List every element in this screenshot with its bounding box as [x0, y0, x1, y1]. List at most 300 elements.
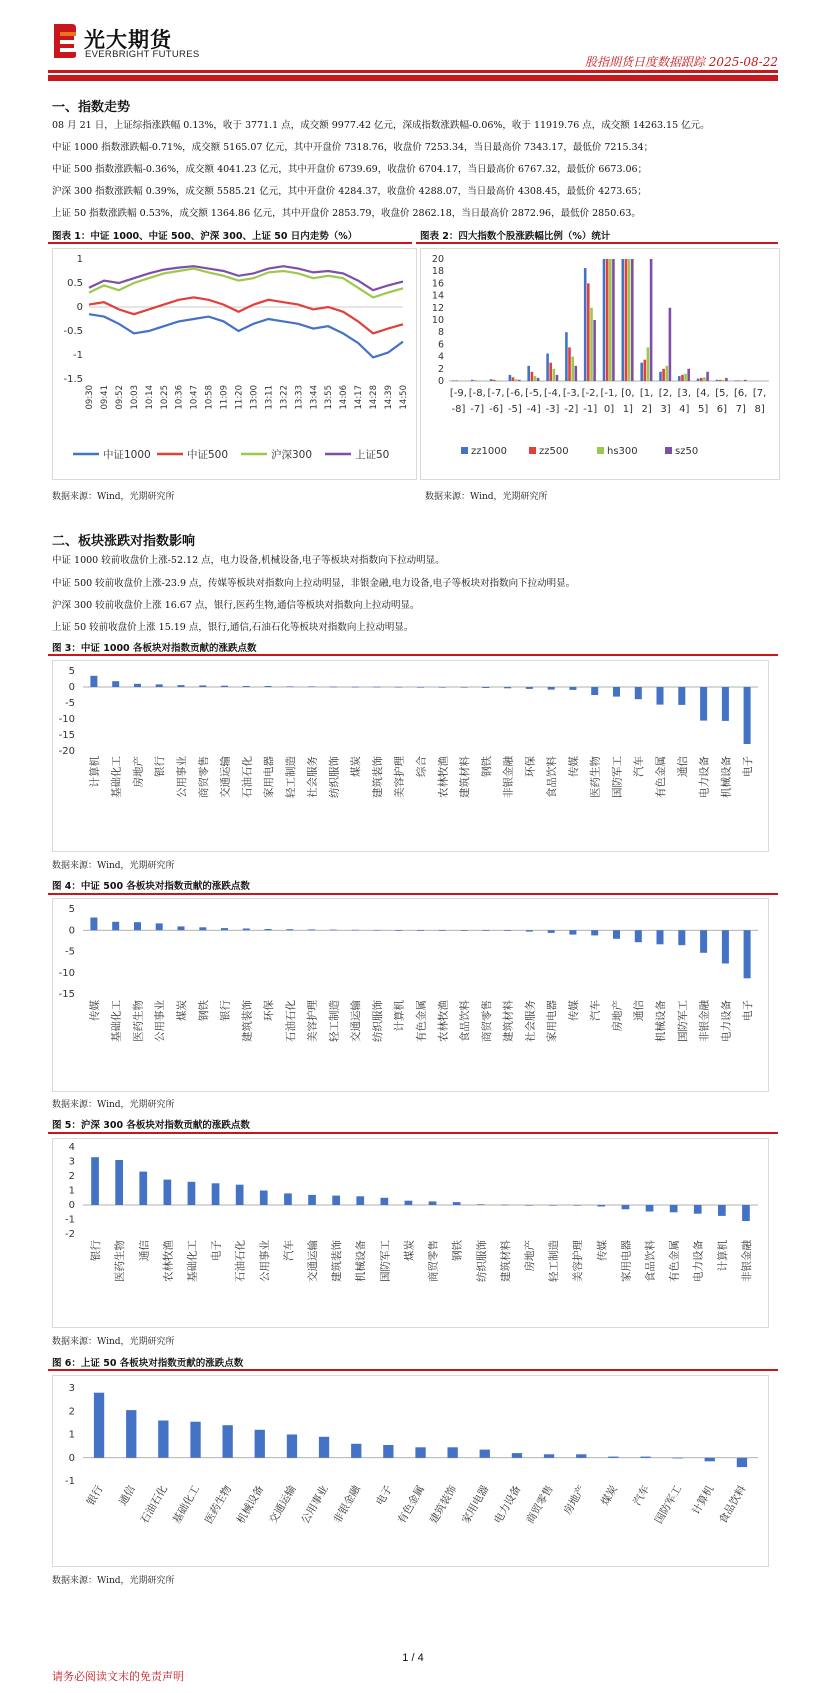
fig2-legend-swatch — [529, 447, 536, 454]
fig2-bar — [678, 376, 681, 381]
fig6-bar — [705, 1458, 715, 1462]
section-1-para-4: 沪深 300 指数涨跌幅 0.39%，成交额 5585.21 亿元，其中开盘价 4284.37，收盘价 4288.07，当日最高价 4308.45，最低价 4273.65； — [52, 186, 647, 197]
fig2-bar — [565, 332, 568, 381]
fig6-y-tick: 0 — [68, 1452, 75, 1464]
fig4-source: 数据来源：Wind，光期研究所 — [52, 1100, 175, 1110]
fig2-bar — [719, 380, 722, 381]
fig4-bar — [134, 922, 141, 930]
fig2-bar — [571, 357, 574, 381]
fig4-y-tick: -15 — [58, 989, 75, 1000]
fig2-x-tick: 5] — [697, 404, 709, 415]
fig4-bar — [221, 928, 228, 930]
fig3-bar — [417, 687, 424, 688]
fig4-x-tick: 美容护理 — [306, 1000, 319, 1042]
fig4-y-tick: 5 — [68, 904, 75, 915]
fig4-bar — [635, 930, 642, 942]
fig1-x-tick: 14:28 — [369, 385, 380, 410]
fig6-y-tick: -1 — [65, 1476, 75, 1487]
fig6-bar — [383, 1445, 393, 1458]
fig3-x-tick: 社会服务 — [306, 756, 319, 798]
fig4-bar-chart — [53, 899, 768, 1091]
fig6-x-tick: 有色金属 — [395, 1483, 428, 1526]
fig2-y-tick: 10 — [431, 315, 444, 326]
fig2-bar — [590, 308, 593, 381]
fig4-x-tick: 石油石化 — [284, 1000, 297, 1042]
fig5-bar — [670, 1205, 678, 1212]
fig2-legend-swatch — [665, 447, 672, 454]
fig2-bar — [452, 380, 455, 381]
fig6-bar — [255, 1430, 265, 1458]
fig2-x-tick: [0, — [621, 388, 635, 399]
fig6-x-tick: 食品饮料 — [717, 1483, 749, 1526]
fig2-bar — [509, 375, 512, 381]
fig2-bar — [549, 363, 552, 381]
fig2-bar — [669, 308, 672, 381]
fig5-x-tick: 通信 — [138, 1240, 151, 1261]
fig5-bar — [453, 1202, 461, 1205]
fig4-x-tick: 食品饮料 — [459, 1000, 472, 1042]
fig6-x-tick: 煤炭 — [599, 1483, 620, 1508]
fig6-bar — [190, 1422, 200, 1458]
fig5-bar — [477, 1204, 485, 1205]
fig3-bar — [221, 686, 228, 687]
fig1-x-tick: 13:55 — [324, 385, 335, 410]
fig5-x-tick: 汽车 — [282, 1240, 295, 1261]
fig1-x-tick: 11:09 — [219, 385, 230, 410]
fig2-y-tick: 4 — [437, 351, 444, 363]
fig5-x-tick: 交通运输 — [307, 1240, 320, 1282]
fig1-chart-box — [52, 248, 417, 480]
fig6-bar — [544, 1454, 554, 1458]
fig1-source: 数据来源：Wind，光期研究所 — [52, 492, 175, 502]
fig6-x-tick: 交通运输 — [267, 1483, 299, 1526]
fig6-x-tick: 电力设备 — [492, 1483, 524, 1526]
fig2-y-tick: 6 — [437, 339, 444, 351]
fig6-x-tick: 房地产 — [561, 1483, 588, 1517]
fig5-chart-box — [52, 1138, 769, 1328]
section-2-para-4: 上证 50 较前收盘价上涨 15.19 点，银行,通信,石油石化等板块对指数向上拉动明显。 — [52, 622, 414, 633]
fig5-y-tick: 0 — [68, 1200, 75, 1211]
fig5-bar — [597, 1205, 605, 1207]
fig4-bar — [700, 930, 707, 953]
section-2-para-3: 沪深 300 较前收盘价上涨 16.67 点，银行,医药生物,通信等板块对指数向上拉动明显。 — [52, 600, 420, 611]
fig4-x-tick: 社会服务 — [524, 1000, 537, 1042]
fig2-x-tick: -6] — [489, 404, 503, 415]
fig2-bar — [666, 366, 669, 381]
fig3-bar — [678, 687, 685, 705]
fig2-x-tick: [2, — [658, 388, 673, 399]
fig6-bar — [319, 1437, 329, 1458]
fig5-bar — [501, 1205, 509, 1206]
fig3-x-tick: 通信 — [676, 756, 689, 777]
fig1-title: 图表 1：中证 1000、中证 500、沪深 300、上证 50 日内走势（%） — [52, 231, 358, 242]
fig2-bar — [647, 347, 650, 381]
fig2-bar — [537, 378, 540, 381]
fig5-x-tick: 公用事业 — [258, 1240, 271, 1282]
fig3-x-tick: 基础化工 — [110, 756, 123, 798]
fig3-bar — [265, 686, 272, 687]
fig2-y-tick: 18 — [431, 266, 444, 278]
fig3-bar — [482, 687, 489, 688]
fig5-x-tick: 有色金属 — [668, 1240, 681, 1282]
fig2-bar — [697, 379, 700, 381]
fig5-rule — [48, 1132, 778, 1134]
fig2-bar — [631, 259, 634, 381]
fig1-x-tick: 14:17 — [354, 385, 365, 410]
fig4-bar — [657, 930, 664, 944]
fig3-x-tick: 农林牧渔 — [437, 756, 450, 798]
fig2-bar — [553, 369, 556, 381]
fig6-bar — [673, 1458, 683, 1459]
fig2-bar — [531, 372, 534, 381]
fig4-bar — [526, 930, 533, 931]
fig3-bar — [286, 686, 293, 687]
fig2-x-tick: [-6, — [506, 388, 524, 399]
fig4-y-tick: -10 — [58, 967, 75, 979]
fig2-bar — [471, 380, 474, 381]
fig1-rule — [48, 242, 412, 244]
fig2-bar — [738, 380, 741, 381]
fig3-source: 数据来源：Wind，光期研究所 — [52, 861, 175, 871]
section-1-para-1: 08 月 21 日，上证综指涨跌幅 0.13%，收于 3771.1 点，成交额 9977.42 亿元，深成指数涨跌幅-0.06%，收于 11919.76 点，成交额 14263.15 亿元。 — [52, 120, 710, 131]
fig2-x-tick: [5, — [715, 388, 729, 399]
fig3-x-tick: 商贸零售 — [197, 756, 210, 798]
fig2-bar — [659, 372, 662, 381]
fig3-x-tick: 美容护理 — [393, 756, 406, 798]
fig3-bar — [330, 687, 337, 688]
fig4-x-tick: 基础化工 — [110, 1000, 123, 1042]
fig2-bar — [644, 360, 647, 381]
fig4-bar — [308, 929, 315, 930]
fig5-x-tick: 非银金融 — [740, 1240, 753, 1282]
fig3-x-tick: 汽车 — [633, 756, 646, 777]
fig2-bar — [741, 380, 744, 381]
fig1-x-tick: 09:30 — [85, 385, 95, 410]
fig3-x-tick: 建筑材料 — [459, 756, 472, 798]
fig2-x-tick: [-5, — [525, 388, 543, 399]
fig2-bar — [684, 374, 687, 381]
fig5-x-tick: 计算机 — [716, 1240, 729, 1272]
section-2-para-1: 中证 1000 较前收盘价上涨-52.12 点，电力设备,机械设备,电子等板块对指数向下拉动明显。 — [52, 555, 445, 566]
fig2-bar — [587, 283, 590, 381]
fig2-bar — [575, 366, 578, 381]
fig2-bar — [662, 369, 665, 381]
fig1-x-tick: 10:58 — [204, 385, 215, 410]
fig2-y-tick: 20 — [431, 254, 444, 265]
fig5-x-tick: 房地产 — [523, 1240, 536, 1272]
fig4-bar — [199, 927, 206, 930]
fig4-bar — [395, 930, 402, 931]
fig2-x-tick: [1, — [639, 388, 654, 399]
fig2-bar — [515, 379, 518, 381]
fig1-legend-label: 沪深300 — [271, 449, 313, 461]
fig6-bar — [158, 1421, 168, 1458]
fig1-x-tick: 10:25 — [159, 385, 170, 410]
fig3-x-tick: 环保 — [524, 756, 537, 777]
fig1-x-tick: 14:50 — [399, 385, 409, 410]
fig6-bar — [448, 1447, 458, 1458]
fig1-x-tick: 13:44 — [309, 385, 320, 410]
fig1-line-chart — [53, 249, 416, 479]
fig3-x-tick: 交通运输 — [219, 756, 232, 798]
fig3-bar — [635, 687, 642, 699]
fig3-x-tick: 医药生物 — [589, 756, 602, 798]
fig5-y-tick: -2 — [65, 1229, 75, 1240]
fig2-x-tick: [-3, — [562, 388, 580, 399]
fig3-x-tick: 房地产 — [132, 756, 145, 788]
fig5-bar — [91, 1157, 99, 1205]
fig6-bar — [512, 1453, 522, 1458]
fig4-bar — [744, 930, 751, 978]
fig2-bar — [603, 259, 606, 381]
fig2-y-tick: 16 — [431, 278, 444, 290]
fig5-bar — [525, 1205, 533, 1206]
fig2-x-tick: 6] — [716, 404, 728, 415]
fig2-bar — [612, 259, 615, 381]
section-1-para-5: 上证 50 指数涨跌幅 0.53%，成交额 1364.86 亿元，其中开盘价 2853.79，收盘价 2862.18，当日最高价 2872.96，最低价 2850.63。 — [52, 208, 641, 219]
fig4-x-tick: 环保 — [263, 1000, 276, 1021]
fig6-bar — [576, 1454, 586, 1458]
fig3-x-tick: 银行 — [154, 756, 167, 777]
fig3-chart-box — [52, 660, 769, 852]
fig4-bar — [722, 930, 729, 963]
fig5-x-tick: 农林牧渔 — [162, 1240, 175, 1282]
fig1-x-tick: 10:03 — [129, 385, 140, 410]
fig1-series-line — [89, 269, 403, 298]
report-title: 股指期货日度数据跟踪 2025-08-22 — [584, 55, 778, 69]
fig3-title: 图 3：中证 1000 各板块对指数贡献的涨跌点数 — [52, 643, 257, 654]
header-rule-thick — [48, 75, 778, 81]
fig1-y-tick: -1.5 — [63, 374, 83, 385]
fig2-bar — [496, 380, 499, 381]
fig5-y-tick: 3 — [68, 1156, 75, 1168]
fig5-x-tick: 电力设备 — [692, 1240, 705, 1282]
fig3-x-tick: 电力设备 — [698, 756, 711, 798]
fig2-bar — [518, 380, 521, 381]
fig6-bar — [287, 1435, 297, 1458]
fig5-x-tick: 机械设备 — [355, 1240, 368, 1282]
fig3-bar — [461, 687, 468, 688]
fig2-legend-label: zz500 — [539, 446, 569, 457]
fig2-bar — [527, 366, 530, 381]
fig3-x-tick: 传媒 — [567, 756, 580, 777]
fig3-bar — [744, 687, 751, 744]
fig3-bar — [308, 686, 315, 687]
fig4-x-tick: 建筑装饰 — [241, 1000, 254, 1042]
fig6-x-tick: 石油石化 — [138, 1483, 170, 1526]
fig2-bar — [490, 379, 493, 381]
fig3-x-tick: 建筑装饰 — [371, 756, 384, 798]
fig6-x-tick: 建筑装饰 — [427, 1483, 460, 1526]
fig6-bar — [480, 1450, 490, 1458]
fig3-x-tick: 有色金属 — [655, 756, 668, 798]
fig4-bar — [265, 929, 272, 930]
fig3-x-tick: 钢铁 — [480, 756, 493, 777]
fig2-bar — [716, 380, 719, 381]
fig2-bar — [622, 259, 625, 381]
fig4-x-tick: 轻工制造 — [328, 1000, 341, 1042]
fig1-y-tick: -0.5 — [63, 326, 83, 337]
fig1-x-tick: 09:52 — [114, 385, 125, 410]
fig4-x-tick: 房地产 — [611, 1000, 624, 1032]
fig3-bar — [548, 687, 555, 690]
fig6-title: 图 6：上证 50 各板块对指数贡献的涨跌点数 — [52, 1358, 244, 1369]
fig3-x-tick: 轻工制造 — [284, 756, 297, 798]
fig6-x-tick: 汽车 — [631, 1483, 653, 1508]
fig5-x-tick: 商贸零售 — [427, 1240, 440, 1282]
fig2-bar — [606, 259, 609, 381]
fig4-bar — [678, 930, 685, 945]
fig4-x-tick: 商贸零售 — [480, 1000, 493, 1042]
fig1-x-tick: 10:47 — [189, 385, 200, 410]
fig4-bar — [374, 930, 381, 931]
fig3-x-tick: 煤炭 — [350, 756, 363, 777]
fig2-x-tick: -7] — [470, 404, 485, 415]
fig2-bar — [568, 347, 571, 381]
fig3-bar — [199, 685, 206, 687]
fig5-x-tick: 国防军工 — [379, 1240, 392, 1282]
fig6-x-tick: 商贸零售 — [524, 1483, 556, 1526]
fig1-legend-label: 中证500 — [187, 449, 229, 461]
fig3-bar — [112, 681, 119, 687]
fig3-bar — [439, 687, 446, 688]
fig2-x-tick: 7] — [735, 404, 746, 415]
fig5-bar — [429, 1201, 437, 1205]
fig2-rule — [416, 242, 778, 244]
fig2-x-tick: [7, — [752, 388, 767, 399]
fig3-y-tick: -15 — [58, 730, 75, 741]
fig3-x-tick: 食品饮料 — [546, 756, 559, 798]
fig2-x-tick: 2] — [641, 404, 652, 415]
fig5-bar — [622, 1205, 630, 1209]
fig1-x-tick: 13:11 — [264, 385, 275, 410]
fig5-bar — [284, 1193, 292, 1205]
fig2-legend-swatch — [461, 447, 468, 454]
fig3-y-tick: -10 — [58, 714, 75, 725]
fig1-x-tick: 13:22 — [279, 385, 290, 410]
fig2-bar — [625, 259, 628, 381]
section-1-para-3: 中证 500 指数涨跌幅-0.36%，成交额 4041.23 亿元，其中开盘价 6739.69，收盘价 6704.17，当日最高价 6767.32，最低价 6673.06； — [52, 164, 648, 175]
section-2-para-2: 中证 500 较前收盘价上涨-23.9 点，传媒等板块对指数向上拉动明显，非银金融,电力设备,电子等板块对指数向下拉动明显。 — [52, 578, 576, 589]
fig5-x-tick: 电子 — [210, 1240, 223, 1261]
section-1-title: 一、指数走势 — [52, 100, 131, 115]
fig1-x-tick: 13:00 — [249, 385, 260, 410]
fig3-x-tick: 家用电器 — [263, 756, 276, 798]
fig2-x-tick: [-7, — [487, 388, 505, 399]
fig6-x-tick: 公用事业 — [299, 1483, 331, 1526]
fig2-bar — [455, 380, 458, 381]
fig5-x-tick: 轻工制造 — [548, 1240, 561, 1282]
fig6-source: 数据来源：Wind，光期研究所 — [52, 1576, 175, 1586]
section-2-title: 二、板块涨跌对指数影响 — [52, 534, 196, 549]
fig2-y-tick: 14 — [431, 290, 444, 302]
fig5-bar — [332, 1196, 340, 1205]
fig6-x-tick: 医药生物 — [202, 1483, 235, 1526]
fig2-x-tick: 1] — [622, 404, 633, 415]
fig2-x-tick: [6, — [734, 388, 748, 399]
fig6-x-tick: 通信 — [116, 1483, 138, 1508]
fig6-bar — [223, 1425, 233, 1458]
fig5-bar — [742, 1205, 750, 1221]
fig3-y-tick: 5 — [68, 666, 75, 677]
fig1-x-tick: 10:36 — [174, 385, 185, 410]
fig5-bar — [115, 1160, 123, 1205]
fig2-bar — [725, 378, 728, 381]
fig3-x-tick: 计算机 — [88, 756, 101, 788]
fig5-x-tick: 银行 — [90, 1240, 103, 1261]
fig4-x-tick: 传媒 — [567, 1000, 580, 1021]
fig4-x-tick: 非银金融 — [698, 1000, 711, 1042]
fig2-bar — [493, 380, 496, 381]
fig2-bar — [584, 268, 587, 381]
fig6-bar — [737, 1458, 747, 1467]
fig6-x-tick: 银行 — [84, 1483, 106, 1508]
fig4-x-tick: 纺织服饰 — [371, 1000, 384, 1042]
fig2-x-tick: [-9, — [449, 388, 467, 399]
fig4-x-tick: 建筑材料 — [502, 1000, 515, 1042]
fig3-x-tick: 国防军工 — [611, 756, 624, 798]
fig3-bar — [657, 687, 664, 705]
fig2-title: 图表 2：四大指数个股涨跌幅比例（%）统计 — [420, 231, 611, 242]
fig6-x-tick: 基础化工 — [170, 1483, 203, 1526]
fig4-x-tick: 计算机 — [393, 1000, 406, 1032]
fig4-x-tick: 公用事业 — [154, 1000, 167, 1042]
fig4-y-tick: 0 — [68, 925, 75, 937]
logo-text-en: EVERBRIGHT FUTURES — [85, 49, 200, 60]
fig4-x-tick: 家用电器 — [546, 1000, 559, 1042]
fig2-bar — [609, 259, 612, 381]
fig4-x-tick: 交通运输 — [350, 1000, 363, 1042]
fig2-source: 数据来源：Wind，光期研究所 — [425, 492, 548, 502]
fig6-rule — [48, 1369, 778, 1371]
disclaimer-note: 请务必阅读文末的免责声明 — [52, 1670, 184, 1683]
fig3-bar — [134, 684, 141, 687]
fig4-bar — [330, 930, 337, 931]
fig2-chart-box — [420, 248, 780, 480]
fig6-x-tick: 家用电器 — [459, 1483, 492, 1526]
fig5-bar — [139, 1172, 147, 1205]
fig4-bar — [461, 930, 468, 931]
fig5-x-tick: 石油石化 — [234, 1240, 247, 1282]
fig5-bar — [549, 1205, 557, 1206]
fig4-bar — [548, 930, 555, 933]
fig2-legend-swatch — [597, 447, 604, 454]
fig3-bar — [178, 685, 185, 687]
fig1-y-tick: 0 — [76, 302, 83, 313]
fig6-bar — [640, 1457, 650, 1458]
fig3-x-tick: 纺织服饰 — [328, 756, 341, 798]
fig2-bar — [722, 380, 725, 381]
fig2-bar — [628, 259, 631, 381]
fig4-x-tick: 钢铁 — [197, 1000, 210, 1021]
fig3-bar — [90, 676, 97, 687]
fig5-bar — [260, 1191, 268, 1206]
fig3-bar — [395, 687, 402, 688]
fig6-y-tick: 3 — [68, 1383, 75, 1394]
fig2-x-tick: -4] — [526, 404, 541, 415]
fig3-bar — [591, 687, 598, 695]
fig5-y-tick: 2 — [68, 1171, 75, 1182]
fig2-x-tick: 0] — [603, 404, 615, 415]
fig5-x-tick: 传媒 — [596, 1240, 609, 1261]
fig5-bar — [718, 1205, 726, 1216]
fig5-x-tick: 美容护理 — [572, 1240, 585, 1282]
fig1-y-tick: 0.5 — [67, 278, 83, 289]
fig4-bar — [504, 930, 511, 931]
fig2-x-tick: [3, — [677, 388, 692, 399]
fig2-x-tick: [-8, — [468, 388, 486, 399]
fig4-bar — [286, 929, 293, 930]
